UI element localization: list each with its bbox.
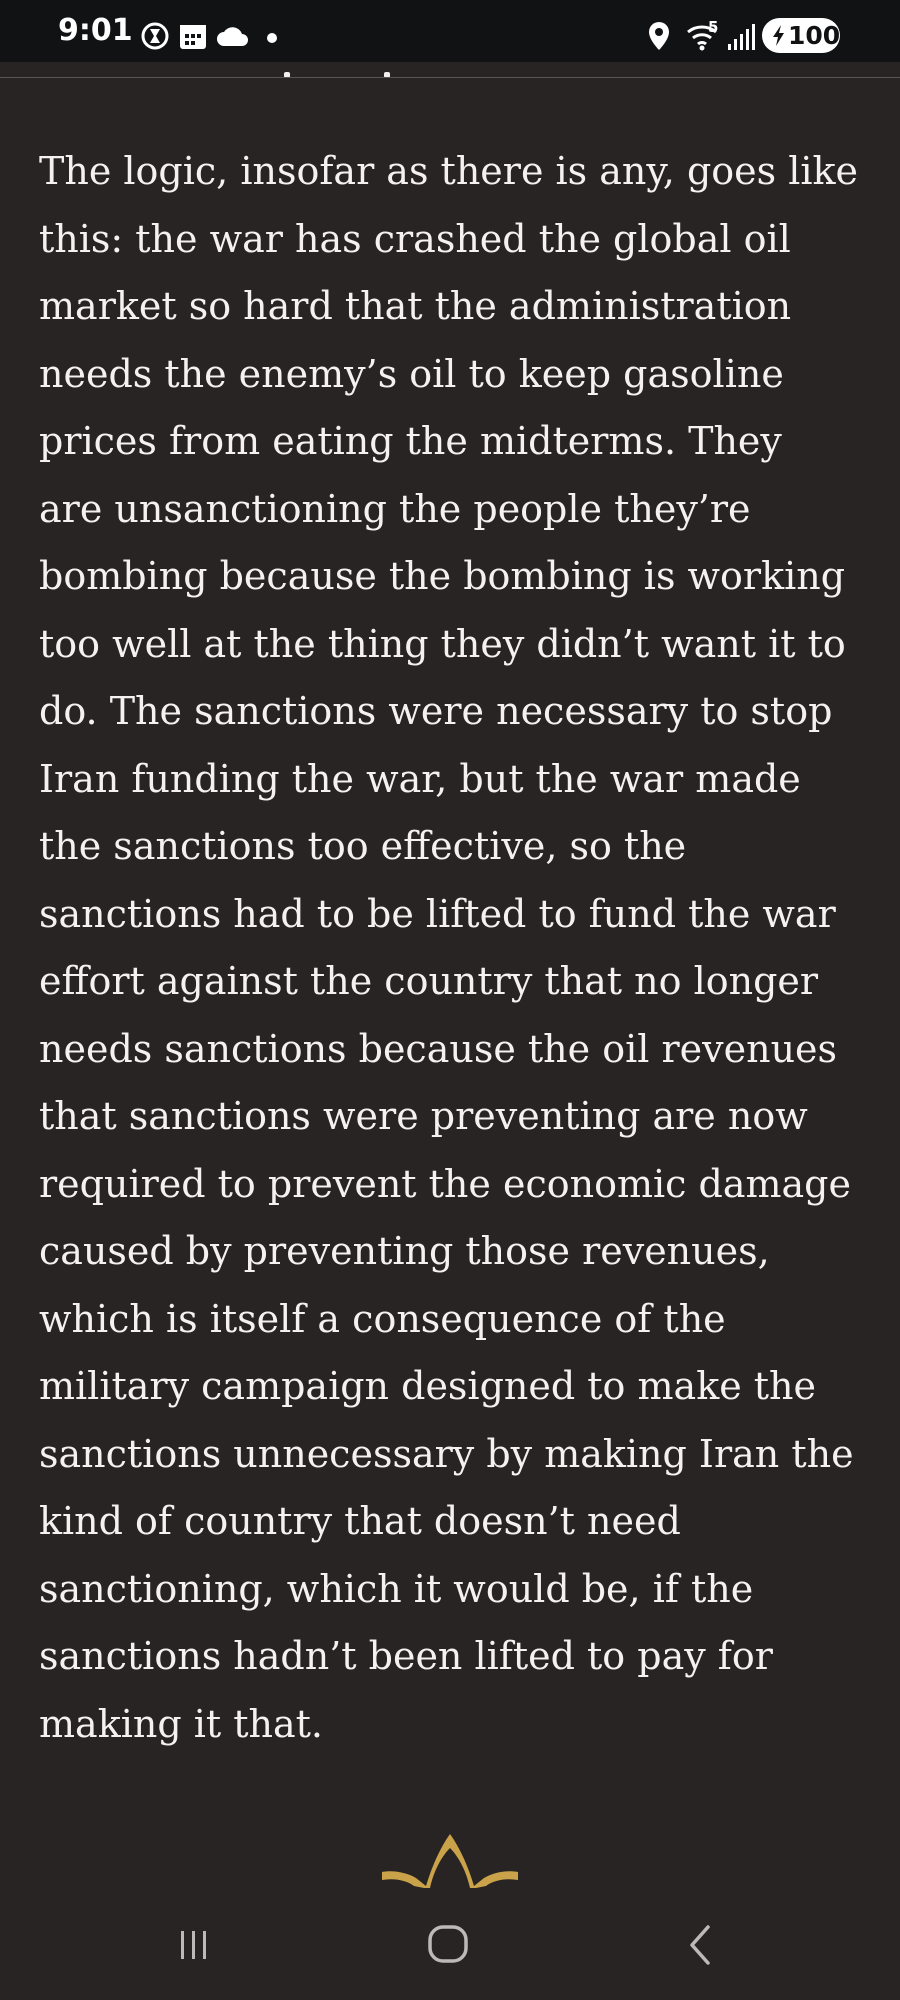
article-line: sanctions unnecessary by making Iran the <box>39 1431 854 1476</box>
location-icon <box>647 20 671 52</box>
home-icon[interactable] <box>408 1910 488 1980</box>
article-line: kind of country that doesn’t need <box>39 1499 681 1543</box>
article-line: which is itself a consequence of the <box>39 1296 726 1341</box>
article-line: that sanctions were preventing are now <box>39 1094 808 1138</box>
article-line: making it that. <box>39 1701 323 1746</box>
article-line: the sanctions too effective, so the <box>39 824 687 868</box>
article-line: military campaign designed to make the <box>39 1364 817 1408</box>
battery-level: 100 <box>788 21 841 50</box>
recent-apps-icon[interactable] <box>154 1910 234 1980</box>
ornament-icon <box>382 1826 518 1888</box>
article-line: sanctions hadn’t been lifted to pay for <box>39 1634 773 1678</box>
back-icon[interactable] <box>660 1910 740 1980</box>
article-line: caused by preventing those revenues, <box>39 1229 770 1273</box>
article-line: are unsanctioning the people they’re <box>39 486 751 531</box>
article-line: too well at the thing they didn’t want it to <box>39 621 846 666</box>
status-time: 9:01 <box>58 13 133 48</box>
calendar-icon <box>178 21 208 51</box>
battery-icon <box>770 18 786 53</box>
article-line: needs the enemy’s oil to keep gasoline <box>39 351 784 396</box>
navigation-bar <box>0 1890 900 2000</box>
article-paragraph <box>39 138 879 1758</box>
article-line: required to prevent the economic damage <box>39 1161 851 1206</box>
article-line: this: the war has crashed the global oil <box>39 216 791 261</box>
article-line: sanctioning, which it would be, if the <box>39 1566 754 1611</box>
cloud-icon <box>216 24 250 48</box>
network-label: 5 <box>708 18 719 36</box>
status-bar <box>0 0 900 62</box>
alarm-icon <box>140 21 170 51</box>
article-line: The logic, insofar as there is any, goes like <box>39 149 859 193</box>
signal-icon <box>726 22 756 52</box>
article-line: bombing because the bombing is working <box>39 554 846 598</box>
article-line: do. The sanctions were necessary to stop <box>39 689 833 733</box>
article-line: sanctions had to be lifted to fund the war <box>39 891 836 936</box>
article-line: needs sanctions because the oil revenues <box>39 1026 838 1071</box>
article-line: effort against the country that no longer <box>39 959 819 1003</box>
article-line: Iran funding the war, but the war made <box>39 756 801 801</box>
article-line: prices from eating the midterms. They <box>39 419 782 463</box>
article-line: market so hard that the administration <box>39 284 792 328</box>
divider <box>0 77 900 78</box>
battery-indicator <box>762 18 840 53</box>
header-edge <box>0 62 900 80</box>
notification-dot-icon <box>266 32 278 44</box>
